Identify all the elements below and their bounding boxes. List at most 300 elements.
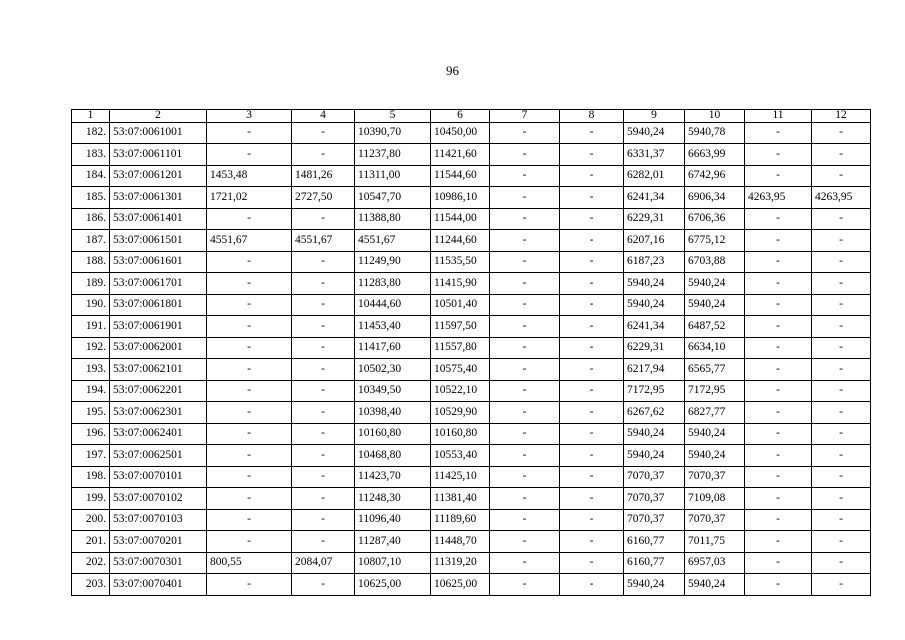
- value-cell: -: [560, 402, 624, 424]
- value-cell: -: [207, 488, 292, 510]
- column-header: 9: [624, 110, 685, 123]
- value-cell: 6160,77: [624, 552, 685, 574]
- value-cell: 10349,50: [355, 380, 431, 402]
- table-row: [72, 423, 871, 445]
- table-row: [72, 531, 871, 553]
- value-cell: 11189,60: [431, 509, 490, 531]
- value-cell: 10529,90: [431, 402, 490, 424]
- value-cell: -: [560, 574, 624, 596]
- value-cell: -: [812, 165, 871, 187]
- value-cell: 6187,23: [624, 251, 685, 273]
- value-cell: -: [292, 316, 355, 338]
- row-number-cell: 182.: [72, 122, 110, 144]
- value-cell: 11417,60: [355, 337, 431, 359]
- value-cell: -: [745, 574, 812, 596]
- value-cell: 11415,90: [431, 273, 490, 295]
- value-cell: 5940,24: [685, 294, 745, 316]
- row-number-cell: 197.: [72, 445, 110, 467]
- value-cell: -: [812, 552, 871, 574]
- value-cell: 10450,00: [431, 122, 490, 144]
- value-cell: -: [812, 445, 871, 467]
- value-cell: 7070,37: [685, 509, 745, 531]
- value-cell: 5940,24: [685, 574, 745, 596]
- value-cell: 5940,24: [624, 294, 685, 316]
- table-row: [72, 509, 871, 531]
- value-cell: -: [812, 294, 871, 316]
- value-cell: 5940,24: [624, 574, 685, 596]
- value-cell: 5940,24: [624, 122, 685, 144]
- value-cell: -: [292, 445, 355, 467]
- value-cell: 6241,34: [624, 316, 685, 338]
- value-cell: -: [490, 230, 560, 252]
- value-cell: -: [560, 187, 624, 209]
- row-number-cell: 184.: [72, 165, 110, 187]
- value-cell: 5940,78: [685, 122, 745, 144]
- table-row: [72, 316, 871, 338]
- value-cell: 11287,40: [355, 531, 431, 553]
- value-cell: -: [812, 574, 871, 596]
- value-cell: 6742,96: [685, 165, 745, 187]
- column-header: 11: [745, 110, 812, 123]
- table-body: [72, 110, 871, 596]
- column-header: 10: [685, 110, 745, 123]
- value-cell: 1453,48: [207, 165, 292, 187]
- value-cell: -: [292, 509, 355, 531]
- value-cell: 10522,10: [431, 380, 490, 402]
- value-cell: -: [560, 359, 624, 381]
- row-number-cell: 183.: [72, 144, 110, 166]
- cadastral-code-cell: 53:07:0061101: [110, 144, 207, 166]
- value-cell: -: [745, 251, 812, 273]
- value-cell: 7172,95: [624, 380, 685, 402]
- column-header: 6: [431, 110, 490, 123]
- value-cell: 10553,40: [431, 445, 490, 467]
- cadastral-code-cell: 53:07:0061601: [110, 251, 207, 273]
- row-number-cell: 190.: [72, 294, 110, 316]
- value-cell: 10160,80: [431, 423, 490, 445]
- value-cell: 6906,34: [685, 187, 745, 209]
- value-cell: 6282,01: [624, 165, 685, 187]
- value-cell: -: [490, 251, 560, 273]
- value-cell: -: [490, 380, 560, 402]
- value-cell: 6706,36: [685, 208, 745, 230]
- value-cell: -: [560, 122, 624, 144]
- row-number-cell: 194.: [72, 380, 110, 402]
- value-cell: 10625,00: [355, 574, 431, 596]
- value-cell: -: [207, 423, 292, 445]
- value-cell: 6634,10: [685, 337, 745, 359]
- table-row: [72, 359, 871, 381]
- value-cell: -: [490, 316, 560, 338]
- value-cell: 11597,50: [431, 316, 490, 338]
- value-cell: -: [207, 466, 292, 488]
- value-cell: -: [490, 337, 560, 359]
- value-cell: 7070,37: [685, 466, 745, 488]
- cadastral-code-cell: 53:07:0062501: [110, 445, 207, 467]
- value-cell: 2727,50: [292, 187, 355, 209]
- value-cell: -: [292, 402, 355, 424]
- row-number-cell: 185.: [72, 187, 110, 209]
- value-cell: 6331,37: [624, 144, 685, 166]
- value-cell: -: [745, 122, 812, 144]
- value-cell: -: [560, 488, 624, 510]
- value-cell: -: [560, 165, 624, 187]
- value-cell: -: [207, 251, 292, 273]
- value-cell: -: [292, 208, 355, 230]
- cadastral-code-cell: 53:07:0061801: [110, 294, 207, 316]
- row-number-cell: 201.: [72, 531, 110, 553]
- value-cell: 6229,31: [624, 208, 685, 230]
- value-cell: -: [292, 466, 355, 488]
- value-cell: 4263,95: [745, 187, 812, 209]
- row-number-cell: 203.: [72, 574, 110, 596]
- value-cell: -: [292, 251, 355, 273]
- value-cell: 11425,10: [431, 466, 490, 488]
- row-number-cell: 186.: [72, 208, 110, 230]
- value-cell: -: [490, 187, 560, 209]
- value-cell: 800,55: [207, 552, 292, 574]
- value-cell: -: [560, 208, 624, 230]
- cadastral-code-cell: 53:07:0070301: [110, 552, 207, 574]
- value-cell: 10502,30: [355, 359, 431, 381]
- value-cell: -: [292, 574, 355, 596]
- cadastral-code-cell: 53:07:0070101: [110, 466, 207, 488]
- table-row: [72, 208, 871, 230]
- value-cell: 10444,60: [355, 294, 431, 316]
- value-cell: -: [812, 509, 871, 531]
- value-cell: -: [812, 337, 871, 359]
- row-number-cell: 193.: [72, 359, 110, 381]
- value-cell: -: [560, 144, 624, 166]
- value-cell: -: [745, 294, 812, 316]
- value-cell: 11096,40: [355, 509, 431, 531]
- value-cell: 6703,88: [685, 251, 745, 273]
- value-cell: 6827,77: [685, 402, 745, 424]
- column-header: 7: [490, 110, 560, 123]
- table-row: [72, 251, 871, 273]
- cadastral-code-cell: 53:07:0061701: [110, 273, 207, 295]
- column-header: 2: [110, 110, 207, 123]
- value-cell: -: [745, 380, 812, 402]
- value-cell: -: [812, 423, 871, 445]
- value-cell: -: [812, 144, 871, 166]
- value-cell: -: [490, 423, 560, 445]
- column-header: 1: [72, 110, 110, 123]
- value-cell: -: [745, 273, 812, 295]
- value-cell: 11244,60: [431, 230, 490, 252]
- value-cell: -: [560, 380, 624, 402]
- column-header: 5: [355, 110, 431, 123]
- table-row: [72, 273, 871, 295]
- value-cell: -: [490, 273, 560, 295]
- value-cell: -: [812, 208, 871, 230]
- value-cell: -: [560, 509, 624, 531]
- value-cell: 6487,52: [685, 316, 745, 338]
- table-row: [72, 574, 871, 596]
- value-cell: 6267,62: [624, 402, 685, 424]
- value-cell: -: [812, 316, 871, 338]
- value-cell: 6207,16: [624, 230, 685, 252]
- value-cell: 10390,70: [355, 122, 431, 144]
- row-number-cell: 191.: [72, 316, 110, 338]
- value-cell: -: [560, 337, 624, 359]
- value-cell: 7070,37: [624, 488, 685, 510]
- cadastral-code-cell: 53:07:0062101: [110, 359, 207, 381]
- value-cell: 10501,40: [431, 294, 490, 316]
- value-cell: -: [207, 144, 292, 166]
- row-number-cell: 198.: [72, 466, 110, 488]
- value-cell: 10468,80: [355, 445, 431, 467]
- value-cell: 10398,40: [355, 402, 431, 424]
- value-cell: -: [560, 423, 624, 445]
- value-cell: -: [812, 466, 871, 488]
- table-header-row: [72, 110, 871, 123]
- value-cell: 5940,24: [624, 273, 685, 295]
- column-header: 3: [207, 110, 292, 123]
- value-cell: -: [207, 574, 292, 596]
- cadastral-code-cell: 53:07:0061301: [110, 187, 207, 209]
- value-cell: -: [745, 316, 812, 338]
- value-cell: -: [490, 208, 560, 230]
- value-cell: 5940,24: [624, 423, 685, 445]
- value-cell: 11381,40: [431, 488, 490, 510]
- value-cell: -: [292, 122, 355, 144]
- value-cell: -: [292, 294, 355, 316]
- value-cell: 4551,67: [207, 230, 292, 252]
- row-number-cell: 196.: [72, 423, 110, 445]
- value-cell: 10625,00: [431, 574, 490, 596]
- value-cell: 11319,20: [431, 552, 490, 574]
- page-number: 96: [446, 63, 459, 78]
- value-cell: 11237,80: [355, 144, 431, 166]
- value-cell: 10986,10: [431, 187, 490, 209]
- cadastral-code-cell: 53:07:0061201: [110, 165, 207, 187]
- value-cell: -: [812, 531, 871, 553]
- value-cell: -: [292, 423, 355, 445]
- value-cell: -: [812, 402, 871, 424]
- value-cell: -: [207, 316, 292, 338]
- value-cell: 10807,10: [355, 552, 431, 574]
- value-cell: -: [207, 359, 292, 381]
- value-cell: 11421,60: [431, 144, 490, 166]
- value-cell: 11544,60: [431, 165, 490, 187]
- row-number-cell: 202.: [72, 552, 110, 574]
- value-cell: 11535,50: [431, 251, 490, 273]
- value-cell: -: [207, 273, 292, 295]
- table-row: [72, 488, 871, 510]
- value-cell: -: [560, 251, 624, 273]
- table-row: [72, 445, 871, 467]
- value-cell: -: [207, 122, 292, 144]
- cadastral-code-cell: 53:07:0062401: [110, 423, 207, 445]
- value-cell: 11557,80: [431, 337, 490, 359]
- value-cell: -: [292, 488, 355, 510]
- value-cell: -: [560, 552, 624, 574]
- value-cell: -: [560, 230, 624, 252]
- value-cell: -: [745, 402, 812, 424]
- value-cell: 11388,80: [355, 208, 431, 230]
- cadastral-code-cell: 53:07:0070103: [110, 509, 207, 531]
- value-cell: -: [490, 144, 560, 166]
- cadastral-code-cell: 53:07:0070401: [110, 574, 207, 596]
- value-cell: 4551,67: [355, 230, 431, 252]
- table-row: [72, 380, 871, 402]
- value-cell: 11448,70: [431, 531, 490, 553]
- value-cell: 6957,03: [685, 552, 745, 574]
- value-cell: 6241,34: [624, 187, 685, 209]
- value-cell: -: [745, 144, 812, 166]
- value-cell: 6160,77: [624, 531, 685, 553]
- value-cell: 11283,80: [355, 273, 431, 295]
- value-cell: -: [207, 294, 292, 316]
- value-cell: -: [490, 445, 560, 467]
- value-cell: 10575,40: [431, 359, 490, 381]
- table-row: [72, 122, 871, 144]
- value-cell: 6217,94: [624, 359, 685, 381]
- value-cell: 7070,37: [624, 466, 685, 488]
- value-cell: -: [292, 531, 355, 553]
- row-number-cell: 200.: [72, 509, 110, 531]
- value-cell: 11453,40: [355, 316, 431, 338]
- value-cell: -: [490, 122, 560, 144]
- value-cell: -: [207, 208, 292, 230]
- value-cell: -: [745, 445, 812, 467]
- value-cell: -: [490, 466, 560, 488]
- value-cell: 5940,24: [685, 445, 745, 467]
- value-cell: -: [812, 122, 871, 144]
- value-cell: -: [292, 359, 355, 381]
- value-cell: -: [745, 509, 812, 531]
- value-cell: -: [745, 208, 812, 230]
- value-cell: -: [812, 488, 871, 510]
- value-cell: -: [560, 466, 624, 488]
- value-cell: -: [490, 531, 560, 553]
- value-cell: -: [292, 380, 355, 402]
- cadastral-code-cell: 53:07:0070102: [110, 488, 207, 510]
- value-cell: -: [490, 488, 560, 510]
- value-cell: -: [560, 294, 624, 316]
- value-cell: -: [745, 531, 812, 553]
- cadastral-code-cell: 53:07:0062301: [110, 402, 207, 424]
- row-number-cell: 199.: [72, 488, 110, 510]
- value-cell: 5940,24: [685, 273, 745, 295]
- value-cell: -: [812, 230, 871, 252]
- value-cell: 11248,30: [355, 488, 431, 510]
- value-cell: -: [745, 466, 812, 488]
- value-cell: -: [490, 509, 560, 531]
- value-cell: -: [812, 380, 871, 402]
- value-cell: 5940,24: [624, 445, 685, 467]
- table-row: [72, 230, 871, 252]
- value-cell: -: [292, 144, 355, 166]
- value-cell: -: [560, 316, 624, 338]
- value-cell: 7109,08: [685, 488, 745, 510]
- value-cell: 6229,31: [624, 337, 685, 359]
- value-cell: -: [745, 230, 812, 252]
- row-number-cell: 195.: [72, 402, 110, 424]
- value-cell: -: [490, 402, 560, 424]
- value-cell: -: [207, 402, 292, 424]
- value-cell: 7070,37: [624, 509, 685, 531]
- table-row: [72, 466, 871, 488]
- value-cell: 1481,26: [292, 165, 355, 187]
- value-cell: -: [745, 359, 812, 381]
- value-cell: -: [745, 337, 812, 359]
- row-number-cell: 187.: [72, 230, 110, 252]
- value-cell: -: [812, 251, 871, 273]
- value-cell: -: [745, 552, 812, 574]
- table-row: [72, 294, 871, 316]
- value-cell: 11544,00: [431, 208, 490, 230]
- value-cell: 4551,67: [292, 230, 355, 252]
- column-header: 8: [560, 110, 624, 123]
- row-number-cell: 188.: [72, 251, 110, 273]
- value-cell: -: [812, 359, 871, 381]
- value-cell: -: [490, 552, 560, 574]
- value-cell: -: [490, 574, 560, 596]
- value-cell: 11423,70: [355, 466, 431, 488]
- table-row: [72, 144, 871, 166]
- column-header: 4: [292, 110, 355, 123]
- value-cell: -: [207, 337, 292, 359]
- value-cell: 5940,24: [685, 423, 745, 445]
- value-cell: 2084,07: [292, 552, 355, 574]
- value-cell: -: [745, 423, 812, 445]
- value-cell: -: [490, 359, 560, 381]
- value-cell: 4263,95: [812, 187, 871, 209]
- cadastral-code-cell: 53:07:0070201: [110, 531, 207, 553]
- table-row: [72, 402, 871, 424]
- cadastral-code-cell: 53:07:0061401: [110, 208, 207, 230]
- row-number-cell: 189.: [72, 273, 110, 295]
- value-cell: -: [207, 380, 292, 402]
- cadastral-code-cell: 53:07:0062201: [110, 380, 207, 402]
- value-cell: -: [292, 337, 355, 359]
- cadastral-code-cell: 53:07:0061501: [110, 230, 207, 252]
- value-cell: 10547,70: [355, 187, 431, 209]
- data-table: [71, 109, 871, 596]
- value-cell: -: [560, 531, 624, 553]
- value-cell: -: [490, 294, 560, 316]
- value-cell: -: [745, 488, 812, 510]
- value-cell: -: [207, 445, 292, 467]
- table-row: [72, 187, 871, 209]
- table-row: [72, 552, 871, 574]
- column-header: 12: [812, 110, 871, 123]
- value-cell: 1721,02: [207, 187, 292, 209]
- value-cell: 6565,77: [685, 359, 745, 381]
- value-cell: 7011,75: [685, 531, 745, 553]
- value-cell: 11249,90: [355, 251, 431, 273]
- value-cell: -: [490, 165, 560, 187]
- cadastral-code-cell: 53:07:0061001: [110, 122, 207, 144]
- table-row: [72, 337, 871, 359]
- value-cell: 6775,12: [685, 230, 745, 252]
- value-cell: 6663,99: [685, 144, 745, 166]
- value-cell: 7172,95: [685, 380, 745, 402]
- value-cell: -: [207, 531, 292, 553]
- value-cell: -: [207, 509, 292, 531]
- value-cell: -: [560, 445, 624, 467]
- value-cell: 10160,80: [355, 423, 431, 445]
- cadastral-code-cell: 53:07:0062001: [110, 337, 207, 359]
- value-cell: -: [292, 273, 355, 295]
- value-cell: -: [745, 165, 812, 187]
- value-cell: -: [812, 273, 871, 295]
- value-cell: -: [560, 273, 624, 295]
- value-cell: 11311,00: [355, 165, 431, 187]
- row-number-cell: 192.: [72, 337, 110, 359]
